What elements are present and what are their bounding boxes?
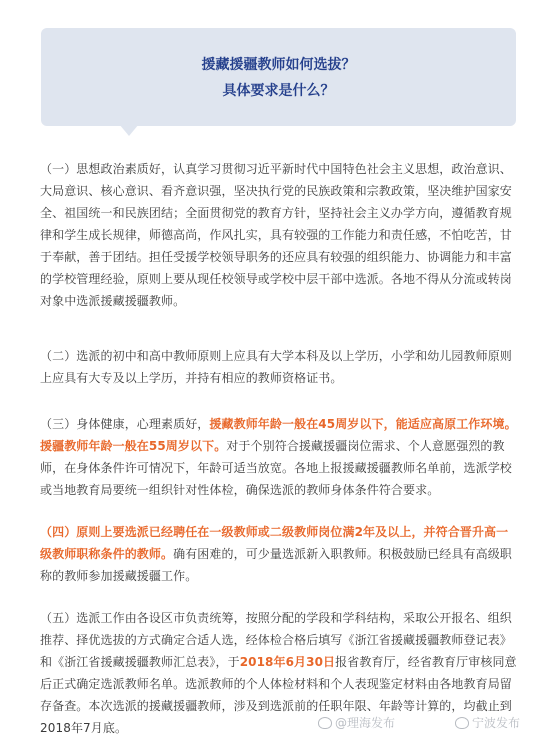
section-5-paragraph [40, 607, 517, 739]
section-3-text-b: 对于个别符合援藏援疆岗位需求、个人意愿强烈的教师，在身体条件许可情况下，年龄可适当放宽。各地上报援藏援疆教师名单前，选派学校或当地教育局要统一组织针对性体检，确保选派的教师身体条件符合要求。 [40, 439, 512, 497]
section-3-text-a: （三）身体健康，心理素质好， [40, 417, 210, 431]
section-1-text: （一）思想政治素质好，认真学习贯彻习近平新时代中国特色社会主义思想，政治意识、大局意识、核心意识、看齐意识强，坚决执行党的民族政策和宗教政策，坚决维护国家安全、祖国统一和民族团结；全面贯彻党的教育方针，坚持社会主义办学方向，遵循教育规律和学生成长规律，师德高尚，作风扎实，具有较强的工作能力和责任感，不怕吃苦，甘于奉献，善于团结。担任受援学校领导职务的还应具有较强的组织能力、协调能力和丰富的学校管理经验，原则上要从现任校领导或学校中层干部中选派。各地不得从分流或转岗对象中选派援藏援疆教师。 [40, 162, 512, 308]
weibo-icon [455, 717, 469, 729]
section-2-text: （二）选派的初中和高中教师原则上应具有大学本科及以上学历，小学和幼儿园教师原则上应具有大专及以上学历，并持有相应的教师资格证书。 [40, 349, 512, 385]
section-3-highlight: 援藏教师年龄一般在45周岁以下，能适应高原工作环境。援疆教师年龄一般在55周岁以下。 [40, 417, 517, 453]
section-5-text-a: （五）选派工作由各设区市负责统筹，按照分配的学段和学科结构，采取公开报名、组织推荐、择优选拔的方式确定合适人选，经体检合格后填写《浙江省援藏援疆教师登记表》和《浙江省援藏援疆教师汇总表》，于 [40, 611, 512, 669]
watermark-weibo-1 [318, 714, 395, 731]
section-5-text-b: 报省教育厅，经省教育厅审核同意后正式确定选派教师名单。选派教师的个人体检材料和个人表现鉴定材料由各地教育局留存备查。本次选派的援藏援疆教师，涉及到选派前的任职年限、年龄等计算的，均截止到2018年7月底。 [40, 655, 517, 735]
question-bubble [41, 28, 516, 136]
section-1-paragraph [40, 158, 517, 312]
watermark-text-1: @理海发布 [335, 716, 396, 730]
section-2-paragraph [40, 345, 517, 389]
bubble-background [41, 28, 516, 126]
section-3-paragraph [40, 413, 517, 501]
section-4-text-b: 确有困难的，可少量选派新入职教师。积极鼓励已经具有高级职称的教师参加援藏援疆工作。 [40, 547, 512, 583]
title-line-2: 具体要求是什么？ [222, 83, 335, 99]
title-line-1: 援藏援疆教师如何选拔？ [201, 57, 356, 73]
section-4-highlight: （四）原则上要选派已经聘任在一级教师或二级教师岗位满2年及以上，并符合晋升高一级教师职称条件的教师。 [40, 525, 509, 561]
watermark-weibo-2 [455, 714, 520, 731]
section-4-paragraph [40, 521, 517, 587]
watermark-text-2: 宁波发布 [472, 716, 521, 730]
weibo-icon [318, 717, 332, 729]
bubble-tail [119, 124, 139, 136]
section-5-highlight-date: 2018年6月30日 [239, 655, 336, 669]
